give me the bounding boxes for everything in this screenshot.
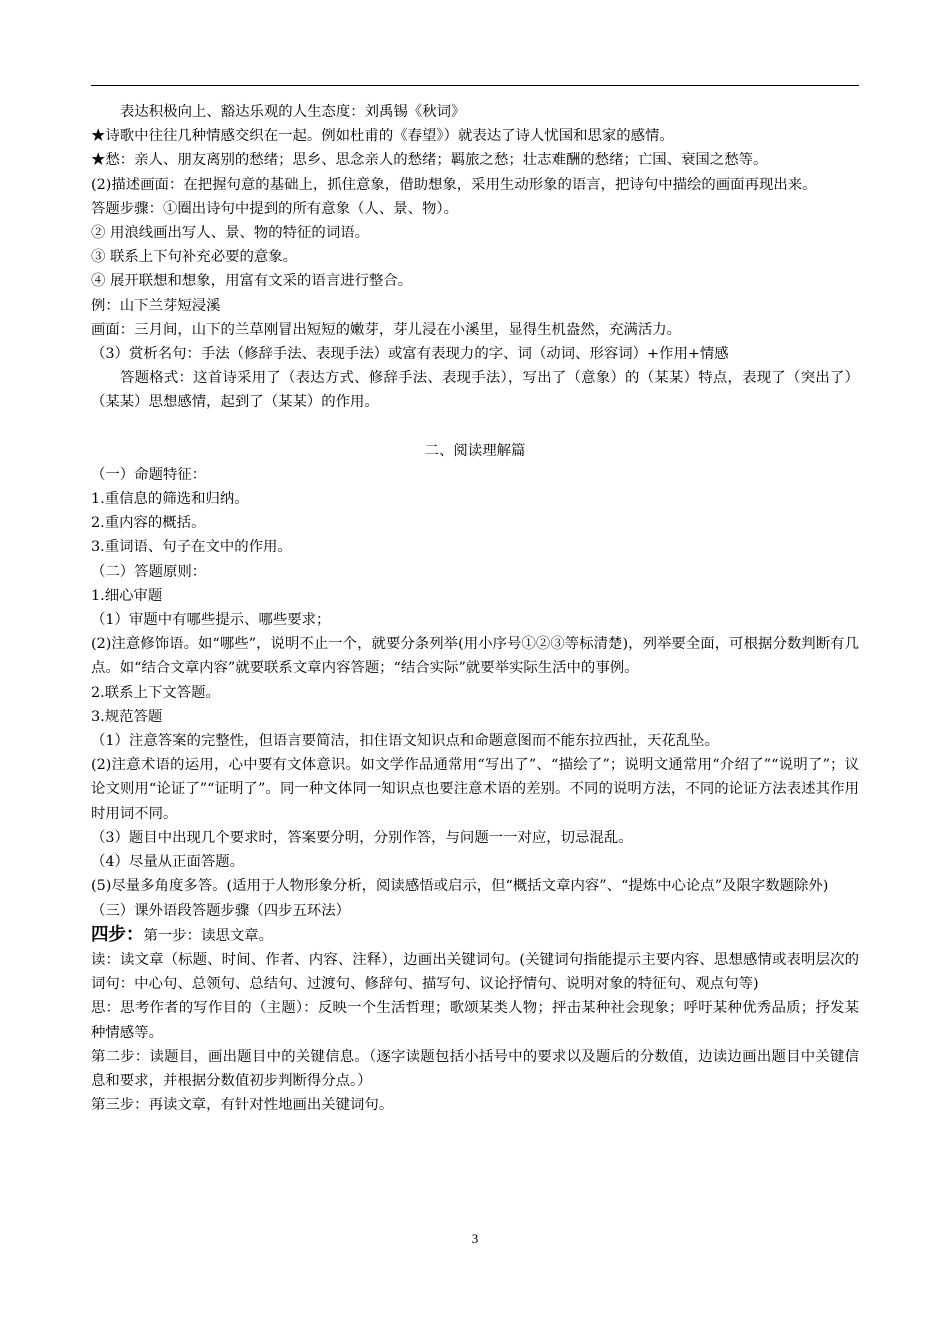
paragraph: 2.重内容的概括。 bbox=[91, 515, 206, 532]
paragraph: (5)尽量多角度多答。(适用于人物形象分析，阅读感悟或启示，但“概括文章内容”、“提炼中心论点”及限字数题除外) bbox=[91, 878, 829, 895]
four-steps-label: 四步： bbox=[91, 924, 144, 945]
paragraph: ★愁：亲人、朋友离别的愁绪；思乡、思念亲人的愁绪；羁旅之愁；壮志难酬的愁绪；亡国、衰国之愁等。 bbox=[91, 152, 768, 169]
paragraph: （一）命题特征： bbox=[91, 466, 207, 483]
section-heading: 二、阅读理解篇 bbox=[424, 442, 526, 459]
paragraph: 画面：三月间，山下的兰草刚冒出短短的嫩芽，芽儿浸在小溪里，显得生机盎然，充满活力。 bbox=[91, 321, 682, 338]
paragraph: （1）审题中有哪些提示、哪些要求； bbox=[91, 612, 331, 629]
paragraph: （二）答题原则： bbox=[91, 563, 207, 580]
blank-line bbox=[91, 415, 859, 439]
step-line bbox=[91, 923, 859, 948]
paragraph: 第二步：读题目，画出题目中的关键信息。（逐字读题包括小括号中的要求以及题后的分数值，边读边画出题目中关键信息和要求，并根据分数值初步判断得分点。） bbox=[91, 1048, 859, 1089]
paragraph: 1.细心审题 bbox=[91, 587, 163, 604]
paragraph: 读：读文章（标题、时间、作者、内容、注释），边画出关键词句。(关键词句指能提示主要内容、思想感情或表明层次的词句：中心句、总领句、总结句、过渡句、修辞句、描写句、议论抒情句、说明对象的特征句、观点句等) bbox=[91, 951, 859, 993]
paragraph: 表达积极向上、豁达乐观的人生态度：刘禹锡《秋词》 bbox=[120, 104, 466, 120]
paragraph: 2.联系上下文答题。 bbox=[91, 684, 220, 701]
paragraph: （3）题目中出现几个要求时，答案要分明，分别作答，与问题一一对应，切忌混乱。 bbox=[91, 829, 633, 846]
paragraph: (2)注意修饰语。如“哪些”，说明不止一个，就要分条列举(用小序号①②③等标清楚)，列举要全面，可根据分数判断有几点。如“结合文章内容”就要联系文章内容答题；“结合实际”就要举实际生活中的事例。 bbox=[91, 636, 859, 677]
paragraph: （三）课外语段答题步骤（四步五环法） bbox=[91, 902, 351, 919]
paragraph: 例：山下兰芽短浸溪 bbox=[91, 297, 221, 314]
paragraph: 答题格式：这首诗采用了（表达方式、修辞手法、表现手法），写出了（意象）的（某某）特点，表现了（突出了）（某某）思想感情，起到了（某某）的作用。 bbox=[91, 370, 859, 411]
header-rule bbox=[91, 85, 859, 86]
paragraph: 思：思考作者的写作目的（主题）：反映一个生活哲理；歌颂某类人物；抨击某种社会现象；呼吁某种优秀品质；抒发某种情感等。 bbox=[91, 1000, 859, 1041]
paragraph: （4）尽量从正面答题。 bbox=[91, 854, 245, 871]
paragraph: ④ 展开联想和想象，用富有文采的语言进行整合。 bbox=[91, 273, 413, 290]
paragraph: ③ 联系上下句补充必要的意象。 bbox=[91, 249, 298, 266]
paragraph: (2)描述画面：在把握句意的基础上，抓住意象，借助想象，采用生动形象的语言，把诗句中描绘的画面再现出来。 bbox=[91, 176, 817, 193]
paragraph: （1）注意答案的完整性，但语言要简洁，扣住语文知识点和命题意图而不能东拉西扯，天花乱坠。 bbox=[91, 733, 719, 750]
paragraph: （3）赏析名句：手法（修辞手法、表现手法）或富有表现力的字、词（动词、形容词）+作用+情感 bbox=[91, 346, 729, 363]
paragraph: 3.规范答题 bbox=[91, 708, 163, 725]
paragraph: (2)注意术语的运用，心中要有文体意识。如文学作品通常用“写出了”、“描绘了”；说明文通常用“介绍了”“说明了”；议论文则用“论证了”“证明了”。同一种文体同一知识点也要注意术语的差别。不同的说明方法，不同的论证方法表述其作用时用词不同。 bbox=[91, 757, 859, 822]
paragraph: 答题步骤：①圈出诗句中提到的所有意象（人、景、物）。 bbox=[91, 200, 458, 217]
paragraph: 第三步：再读文章，有针对性地画出关键词句。 bbox=[91, 1097, 394, 1114]
paragraph: 1.重信息的筛选和归纳。 bbox=[91, 491, 249, 508]
paragraph: ② 用浪线画出写人、景、物的特征的词语。 bbox=[91, 225, 369, 242]
paragraph: ★诗歌中往往几种情感交织在一起。例如杜甫的《春望》）就表达了诗人忧国和思家的感情。 bbox=[91, 128, 674, 145]
document-body bbox=[91, 100, 859, 1117]
step-one-text: 第一步：读思文章。 bbox=[143, 927, 274, 944]
paragraph: 3.重词语、句子在文中的作用。 bbox=[91, 539, 292, 556]
page-number: 3 bbox=[471, 1231, 479, 1246]
